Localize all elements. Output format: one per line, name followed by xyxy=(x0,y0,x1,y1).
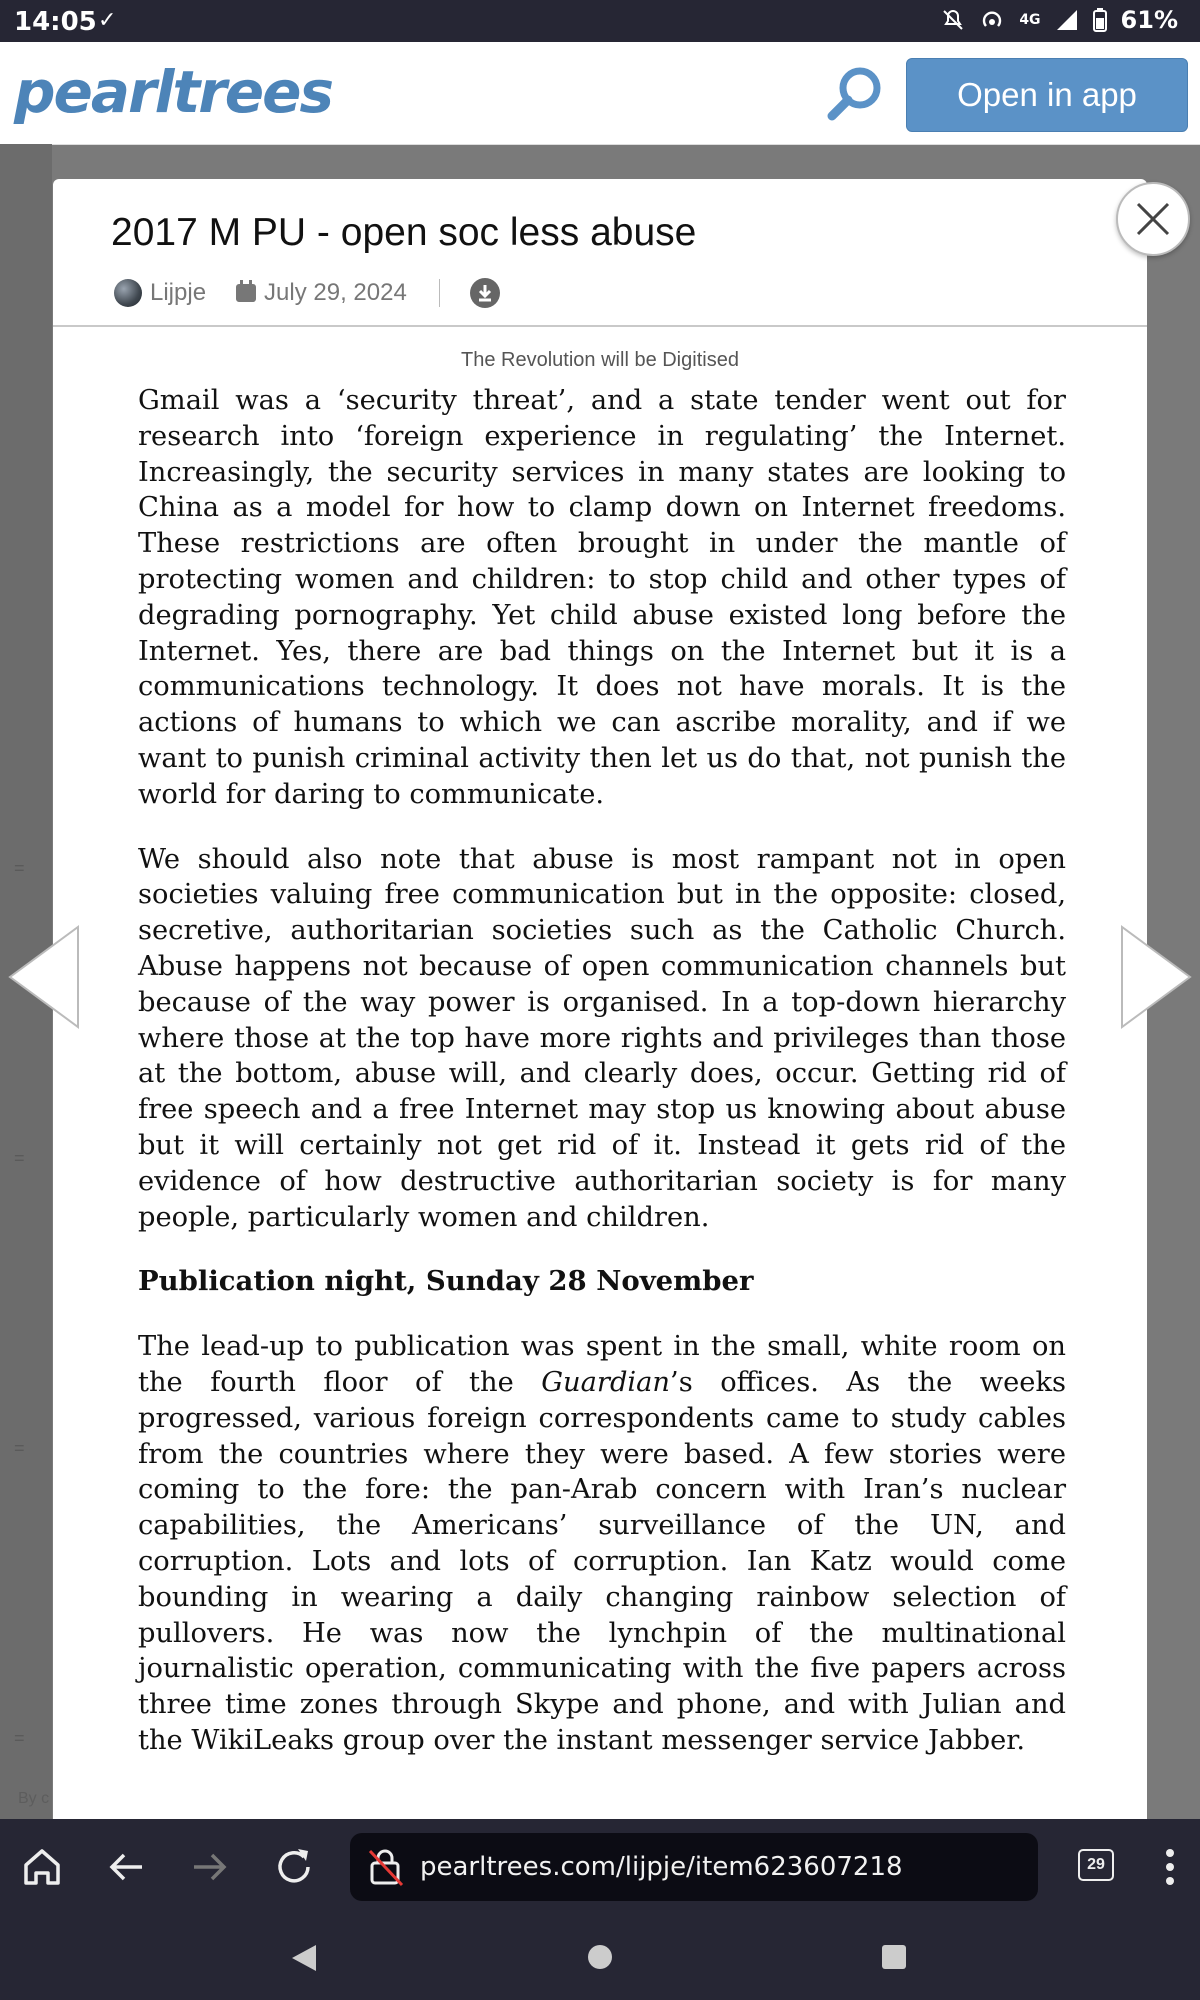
status-bar xyxy=(0,0,1200,42)
back-button[interactable] xyxy=(104,1845,148,1889)
background-handle-icon: = xyxy=(14,1728,25,1748)
site-header xyxy=(0,42,1200,145)
meta-divider xyxy=(439,279,440,307)
hotspot-icon xyxy=(979,8,1005,32)
home-button[interactable] xyxy=(20,1845,64,1889)
background-handle-icon: = xyxy=(14,858,25,878)
more-vert-icon xyxy=(1164,1847,1176,1887)
insecure-lock-icon xyxy=(368,1847,404,1887)
search-icon[interactable] xyxy=(822,62,886,126)
nav-home-icon[interactable] xyxy=(586,1943,614,1971)
next-pearl-arrow[interactable] xyxy=(1120,925,1192,1029)
nav-back-icon[interactable] xyxy=(290,1943,318,1973)
tab-switcher-button[interactable]: 29 xyxy=(1078,1849,1114,1881)
nav-recents-icon[interactable] xyxy=(880,1943,908,1971)
pearl-meta xyxy=(114,273,500,313)
pearl-title: 2017 M PU - open soc less abuse xyxy=(111,211,697,254)
status-time: 14:05 xyxy=(14,7,97,37)
open-in-app-button[interactable]: Open in app xyxy=(906,58,1188,132)
reload-icon xyxy=(272,1845,316,1889)
modal-divider xyxy=(53,325,1147,327)
document-paragraph: Gmail was a ‘security threat’, and a state tender went out for research into ‘foreign experience in regulating’ the Internet. Increasingly, the security services in many states are looking to China as a model for how to clamp down on Internet freedoms. These restrictions are often brought in under the mantle of protecting women and children: to stop child and other types of degrading pornography. Yet child abuse existed long before the Internet. Yes, there are bad things on the Internet but it is a communications technology. It does not have morals. It is the actions of humans to which we can ascribe morality, and if we want to punish criminal activity then let us do that, not punish the world for daring to communicate. xyxy=(138,385,1066,810)
download-complete-icon: ✓ xyxy=(98,8,117,33)
paragraph-text: The lead-up to publication was spent in the small, white room on the fourth floor of the xyxy=(138,1331,1066,1398)
browser-toolbar xyxy=(0,1819,1200,1915)
previous-pearl-arrow[interactable] xyxy=(8,925,80,1029)
background-handle-icon: = xyxy=(14,1438,25,1458)
forward-arrow-icon xyxy=(188,1845,232,1889)
reload-button[interactable] xyxy=(272,1845,316,1889)
address-bar[interactable] xyxy=(350,1833,1038,1901)
author-name[interactable]: Lijpje xyxy=(150,279,207,306)
signal-icon xyxy=(1055,8,1079,32)
background-footer-text: By c xyxy=(18,1790,50,1807)
download-icon[interactable] xyxy=(470,278,500,308)
back-arrow-icon xyxy=(104,1845,148,1889)
forward-button[interactable] xyxy=(188,1845,232,1889)
document-section-heading: Publication night, Sunday 28 November xyxy=(138,1265,754,1298)
background-handle-icon: = xyxy=(14,1148,25,1168)
url-text: pearltrees.com/lijpje/item623607218 xyxy=(420,1852,903,1882)
arrow-right-icon xyxy=(1120,925,1192,1029)
mute-icon xyxy=(941,8,965,32)
browser-menu-button[interactable] xyxy=(1164,1847,1176,1892)
document-running-header: The Revolution will be Digitised xyxy=(461,349,739,371)
calendar-icon xyxy=(236,284,256,302)
pearl-date: July 29, 2024 xyxy=(264,279,407,306)
close-icon xyxy=(1135,201,1171,237)
battery-icon xyxy=(1093,8,1107,32)
arrow-left-icon xyxy=(8,925,80,1029)
document-paragraph: We should also note that abuse is most rampant not in open societies valuing free communication but in the opposite: closed, secretive, authoritarian societies such as the Catholic Church. Abuse happens not because of open communication channels but because of the way power is organised. In a top-down hierarchy where those at the top have more rights and privileges than those at the bottom, abuse will, and clearly does, occur. Getting rid of free speech and a free Internet may stop us knowing about abuse but it will certainly not get rid of it. Instead it gets rid of the evidence of how destructive authoritarian society is for many people, particularly women and children. xyxy=(138,843,1066,1233)
status-icons xyxy=(941,6,1178,34)
paragraph-italic-text: Guardian xyxy=(541,1366,671,1398)
android-navigation-bar xyxy=(0,1915,1200,2000)
document-paragraph xyxy=(138,1329,1066,1759)
home-icon xyxy=(20,1845,64,1889)
close-button[interactable] xyxy=(1116,182,1190,256)
author-avatar[interactable] xyxy=(114,279,142,307)
pearltrees-logo[interactable]: pearltrees xyxy=(14,58,333,126)
document-body xyxy=(138,383,1066,1788)
pearl-viewer-modal xyxy=(53,179,1147,1820)
network-type: 4G xyxy=(1019,12,1041,28)
battery-level: 61% xyxy=(1120,6,1178,34)
paragraph-text: ’s offices. As the weeks progressed, various foreign correspondents came to study cables from the countries where they were based. A few stories were coming to the fore: the pan-Arab concern with Iran’s nuclear capabilities, the Americans’ surveillance of the UN, and corruption. Lots and lots of corruption. Ian Katz would come bounding in wearing a daily changing rainbow selection of pullovers. He was now the lynchpin of the multinational journalistic operation, communicating with the five papers across three time zones through Skype and phone, and with Julian and the WikiLeaks group over the instant messenger service Jabber. xyxy=(138,1366,1066,1756)
